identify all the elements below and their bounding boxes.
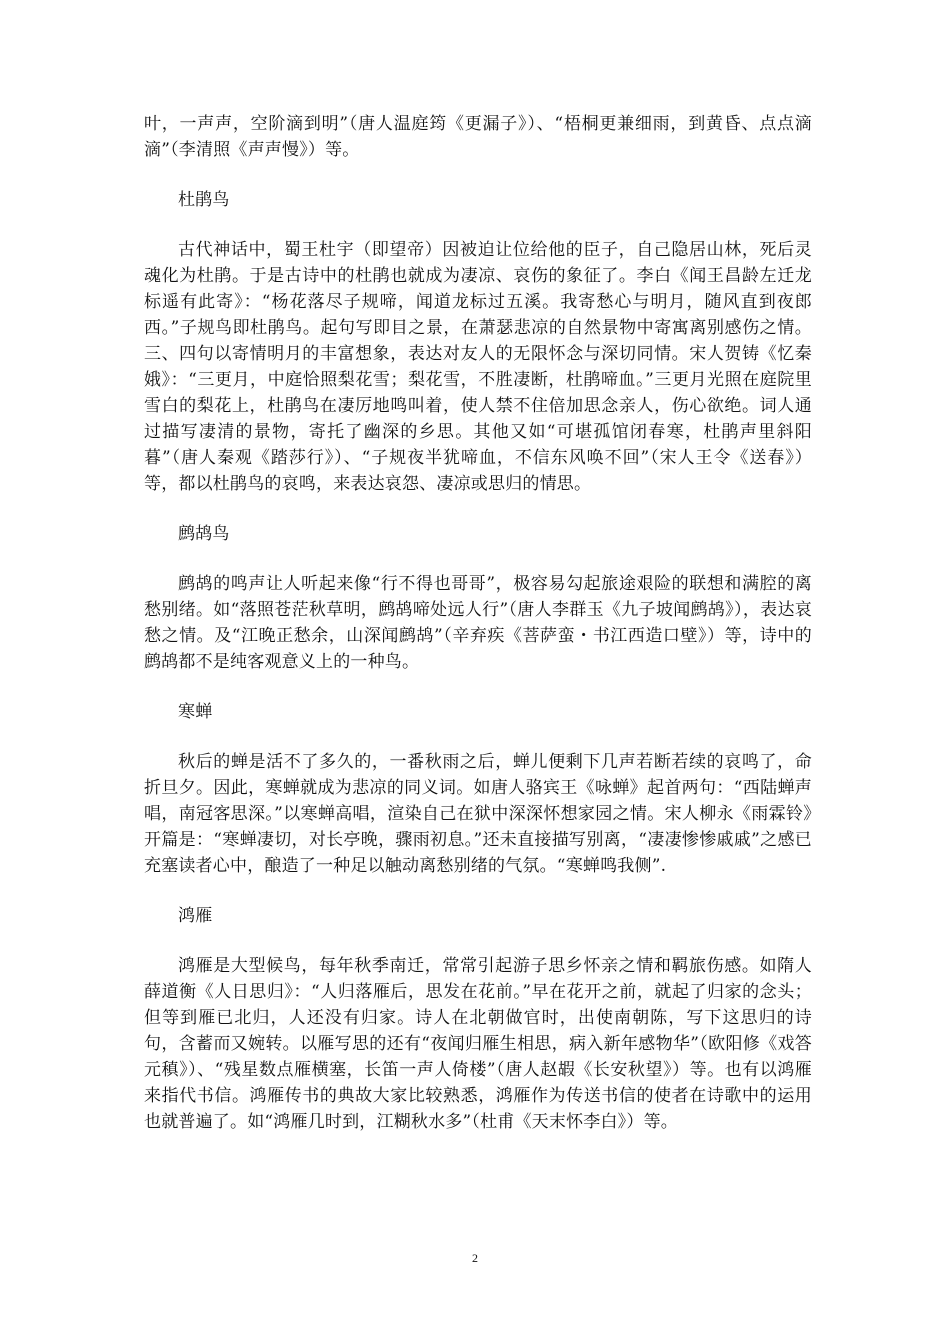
paragraph-spacer: [144, 547, 812, 571]
paragraph-cuckoo: 古代神话中，蜀王杜宇（即望帝）因被迫让位给他的臣子，自己隐居山林，死后灵魂化为杜鹃。于是古诗中的杜鹃也就成为凄凉、哀伤的象征了。李白《闻王昌龄左迁龙标遥有此寄》：“杨花落尽子规啼，闻道龙标过五溪。我寄愁心与明月，随风直到夜郎西。”子规鸟即杜鹃鸟。起句写即目之景，在萧瑟悲凉的自然景物中寄寓离别感伤之情。三、四句以寄情明月的丰富想象，表达对友人的无限怀念与深切同情。宋人贺铸《忆秦娥》：“三更月，中庭恰照梨花雪；梨花雪，不胜凄断，杜鹃啼血。”三更月光照在庭院里雪白的梨花上，杜鹃鸟在凄厉地鸣叫着，使人禁不住倍加思念亲人，伤心欲绝。词人通过描写凄清的景物，寄托了幽深的乡思。其他又如“可堪孤馆闭春寒，杜鹃声里斜阳暮”（唐人秦观《踏莎行》）、“子规夜半犹啼血，不信东风唤不回”（宋人王令《送春》）等，都以杜鹃鸟的哀鸣，来表达哀怨、凄凉或思归的情思。: [144, 240, 812, 494]
paragraph-spacer: [144, 929, 812, 953]
paragraph-wild-goose: 鸿雁是大型候鸟，每年秋季南迁，常常引起游子思乡怀亲之情和羁旅伤感。如隋人薛道衡《人日思归》：“人归落雁后，思发在花前。”早在花开之前，就起了归家的念头；但等到雁已北归，人还没有归家。诗人在北朝做官时，出使南朝陈，写下这思归的诗句，含蓄而又婉转。以雁写思的还有“夜闻归雁生相思，病入新年感物华”（欧阳修《戏答元稹》）、“残星数点雁横塞，长笛一声人倚楼”（唐人赵嘏《长安秋望》）等。也有以鸿雁来指代书信。鸿雁传书的典故大家比较熟悉，鸿雁作为传送书信的使者在诗歌中的运用也就普遍了。如“鸿雁几时到，江糊秋水多”（杜甫《天末怀李白》）等。: [144, 956, 812, 1132]
paragraph-cicada: 秋后的蝉是活不了多久的，一番秋雨之后，蝉儿便剩下几声若断若续的哀鸣了，命折旦夕。因此，寒蝉就成为悲凉的同义词。如唐人骆宾王《咏蝉》起首两句：“西陆蝉声唱，南冠客思深。”以寒蝉高唱，渲染自己在狱中深深怀想家园之情。宋人柳永《雨霖铃》开篇是：“寒蝉凄切，对长亭晚，骤雨初息。”还未直接描写别离，“凄凄惨惨戚戚”之感已充塞读者心中，酿造了一种足以触动离愁别绪的气氛。“寒蝉鸣我侧”.: [144, 752, 812, 876]
paragraph-spacer: [144, 497, 812, 521]
paragraph-spacer: [144, 675, 812, 699]
page-number: 2: [472, 1251, 478, 1265]
section-heading-cicada: 寒蝉: [178, 702, 213, 722]
paragraph-spacer: [144, 725, 812, 749]
section-heading-partridge: 鹧鸪鸟: [178, 524, 230, 544]
paragraph-partridge: 鹧鸪的鸣声让人听起来像“行不得也哥哥”，极容易勾起旅途艰险的联想和满腔的离愁别绪。如“落照苍茫秋草明，鹧鸪啼处远人行”（唐人李群玉《九子坡闻鹧鸪》），表达哀愁之情。及“江晚正愁余，山深闻鹧鸪”（辛弃疾《菩萨蛮・书江西造口壁》）等，诗中的鹧鸪都不是纯客观意义上的一种鸟。: [144, 574, 812, 672]
section-heading-cuckoo: 杜鹃鸟: [178, 190, 230, 210]
section-heading-wild-goose: 鸿雁: [178, 906, 213, 926]
paragraph-spacer: [144, 213, 812, 237]
paragraph-spacer: [144, 879, 812, 903]
document-body: [144, 111, 812, 1135]
paragraph-spacer: [144, 163, 812, 187]
paragraph-continuation: 叶，一声声，空阶滴到明”（唐人温庭筠《更漏子》）、“梧桐更兼细雨，到黄昏、点点滴滴”（李清照《声声慢》）等。: [144, 114, 812, 160]
